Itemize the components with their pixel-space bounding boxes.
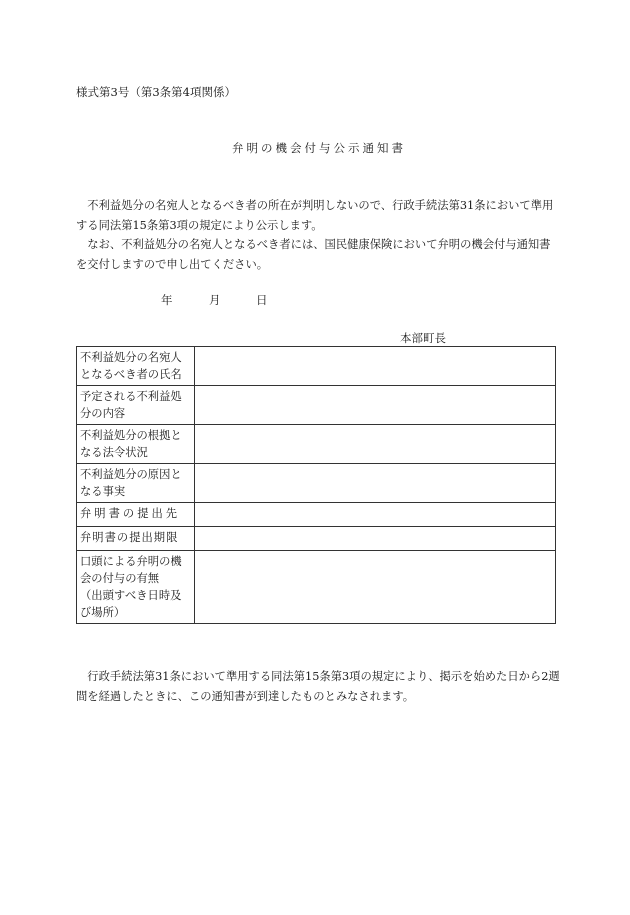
table-row-cause-facts: [77, 464, 556, 503]
row-value: [195, 347, 556, 386]
body-paragraph-2: なお、不利益処分の名宛人となるべき者には、国民健康保険において弁明の機会付与通知書を交付しますので申し出てください。: [76, 238, 551, 271]
table-row-legal-basis: [77, 425, 556, 464]
row-label: 不利益処分の根拠と なる法令状況: [77, 425, 195, 464]
form-number: 様式第3号（第3条第4項関係）: [76, 85, 236, 99]
row-value: [195, 386, 556, 425]
date-line: [0, 292, 630, 308]
row-value: [195, 503, 556, 527]
date-day-label: 日: [256, 293, 268, 307]
notice-paragraph: 行政手続法第31条において準用する同法第15条第3項の規定により、掲示を始めた日から2週間を経過したときに、この通知書が到達したものとみなされます。: [76, 670, 560, 703]
row-value: [195, 464, 556, 503]
table-row-recipient-name: [77, 347, 556, 386]
table-row-submission-destination: [77, 503, 556, 527]
table-row-disposition-content: [77, 386, 556, 425]
table-row-submission-deadline: [77, 527, 556, 551]
row-label: 不利益処分の原因と なる事実: [77, 464, 195, 503]
issuer-name: 本部町長: [400, 331, 446, 345]
row-label: 弁明書の提出先: [77, 503, 195, 527]
body-paragraph-1: 不利益処分の名宛人となるべき者の所在が判明しないので、行政手続法第31条において準用する同法第15条第3項の規定により公示します。: [76, 199, 554, 232]
row-value: [195, 425, 556, 464]
row-value: [195, 527, 556, 551]
row-label: 弁明書の提出期限: [77, 527, 195, 551]
date-year-label: 年: [161, 293, 173, 307]
row-value: [195, 551, 556, 624]
table-row-oral-hearing: [77, 551, 556, 624]
notice-details-table: [76, 346, 556, 624]
row-label: 予定される不利益処 分の内容: [77, 386, 195, 425]
date-month-label: 月: [209, 293, 221, 307]
row-label: 口頭による弁明の機 会の付与の有無 （出頭すべき日時及 び場所）: [77, 551, 195, 624]
row-label: 不利益処分の名宛人 となるべき者の氏名: [77, 347, 195, 386]
document-title: 弁明の機会付与公示通知書: [232, 141, 406, 155]
